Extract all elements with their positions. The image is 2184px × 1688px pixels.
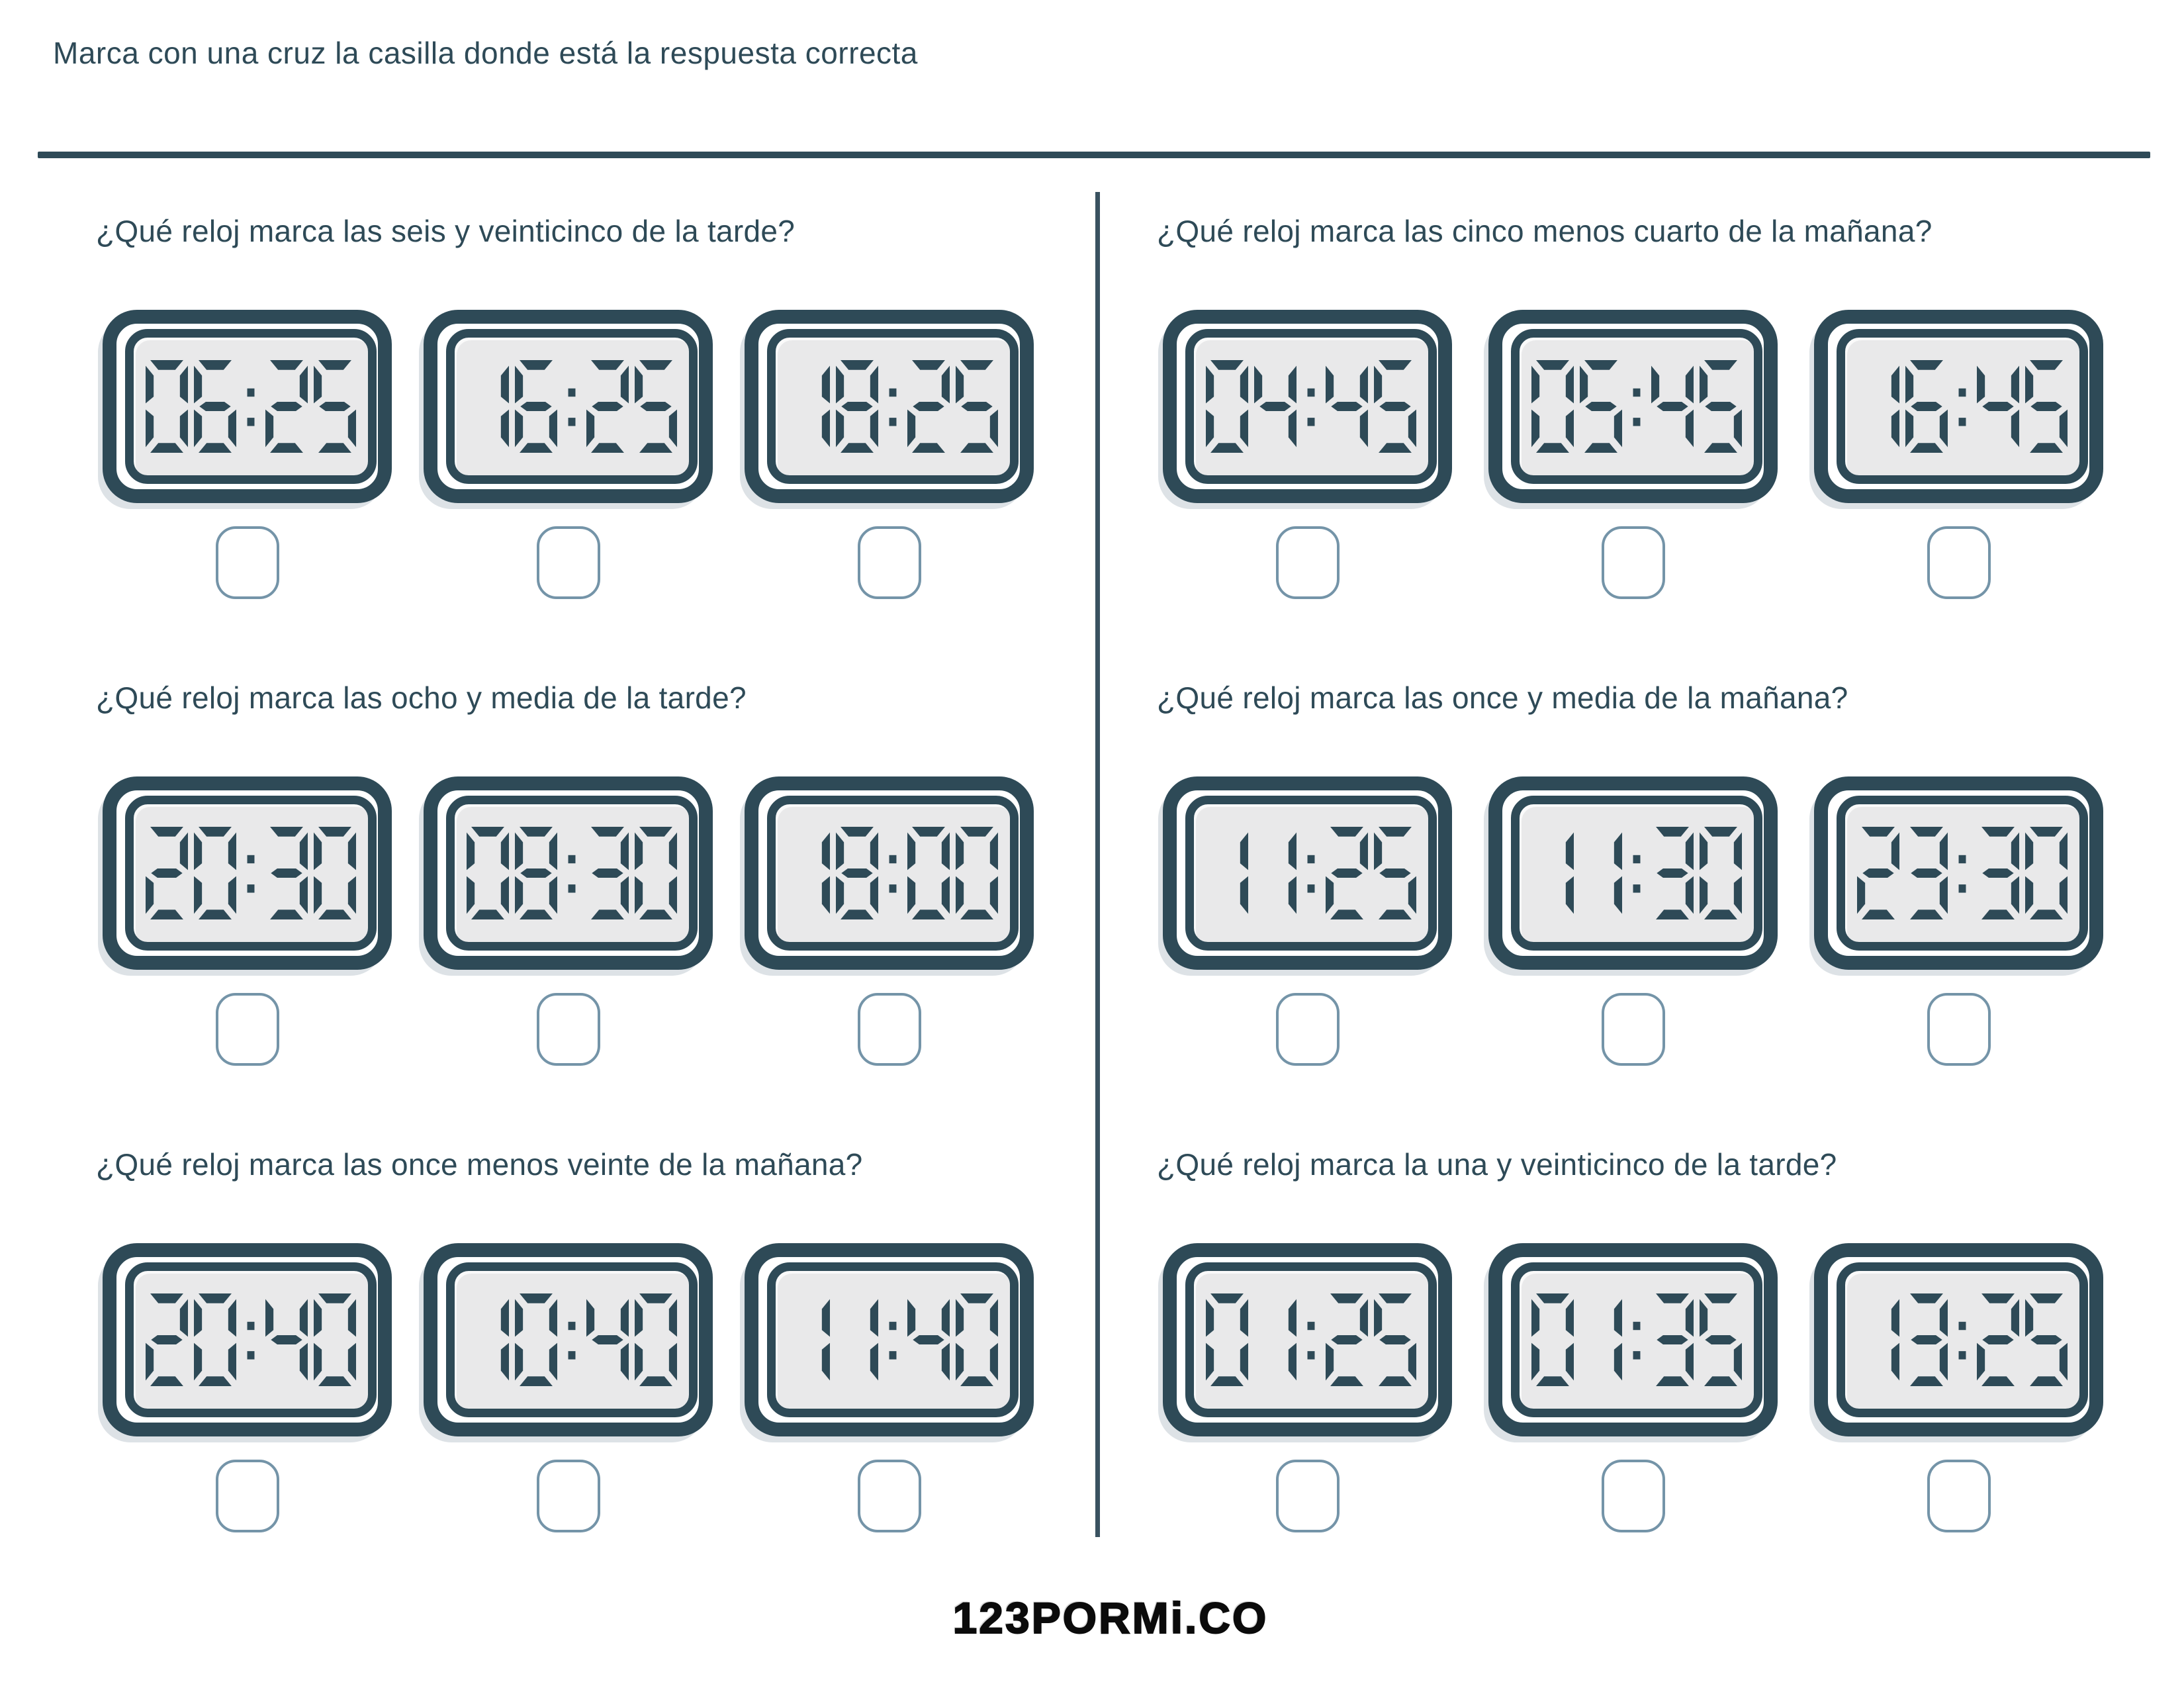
clock-row [96,776,1115,1066]
colon-separator [1302,360,1320,453]
answer-checkbox[interactable] [1276,993,1340,1066]
seven-segment-digit [314,827,356,919]
clock-screen [1185,1262,1437,1417]
answer-checkbox[interactable] [216,526,279,599]
clock-option [1163,310,1452,599]
seven-segment-digit [635,360,677,453]
seven-segment-digit [1254,1293,1297,1386]
seven-segment-digit [1857,827,1899,919]
question-text: ¿Qué reloj marca las ocho y media de la tarde? [96,680,747,715]
colon-separator [884,1293,901,1386]
seven-segment-digit [1374,1293,1416,1386]
colon-separator [884,360,901,453]
colon-separator [242,1293,259,1386]
digital-clock [103,310,392,503]
colon-separator [1302,1293,1320,1386]
seven-segment-digit [1374,360,1416,453]
clock-screen [767,1262,1019,1417]
clock-screen [125,1262,377,1417]
digital-clock [424,1243,713,1436]
brand-logo: 123PORMi.CO [952,1593,1269,1642]
seven-segment-digit [956,1293,998,1386]
question-block-4 [1157,677,2176,1066]
colon-separator [1954,827,1971,919]
seven-segment-digit [1531,1293,1574,1386]
clock-option [103,310,392,599]
question-block-1 [96,211,1115,599]
seven-segment-digit [1977,827,2019,919]
seven-segment-digit [586,827,629,919]
digital-clock [745,776,1034,970]
seven-segment-digit [194,827,236,919]
clock-screen [767,796,1019,951]
clock-row [96,310,1115,599]
seven-segment-digit [467,827,509,919]
seven-segment-digit [788,1293,830,1386]
colon-separator [1628,1293,1645,1386]
seven-segment-digit [194,1293,236,1386]
colon-separator [242,827,259,919]
clock-option [1488,1243,1778,1532]
digital-clock [1488,1243,1778,1436]
seven-segment-digit [1206,827,1248,919]
answer-checkbox[interactable] [1602,1460,1665,1532]
seven-segment-digit [836,827,878,919]
clock-option [103,1243,392,1532]
colon-separator [884,827,901,919]
seven-segment-digit [956,360,998,453]
digital-clock [1163,776,1452,970]
seven-segment-digit [1326,1293,1368,1386]
worksheet-title: Marca con una cruz la casilla donde está la respuesta correcta [53,36,918,70]
clock-option [424,310,713,599]
clock-option [745,310,1034,599]
seven-segment-digit [1651,1293,1694,1386]
digital-clock [1163,310,1452,503]
answer-checkbox[interactable] [216,993,279,1066]
clock-row [1157,776,2176,1066]
seven-segment-digit [1700,360,1742,453]
answer-checkbox[interactable] [858,1460,921,1532]
digital-clock [1814,776,2103,970]
colon-separator [1302,827,1320,919]
seven-segment-digit [1857,360,1899,453]
clock-option [103,776,392,1066]
answer-checkbox[interactable] [1602,993,1665,1066]
answer-checkbox[interactable] [537,526,600,599]
clock-screen [125,796,377,951]
seven-segment-digit [907,827,950,919]
seven-segment-digit [635,827,677,919]
question-block-5 [96,1144,1115,1532]
clock-option [1163,1243,1452,1532]
question-text: ¿Qué reloj marca las once menos veinte de la mañana? [96,1147,863,1182]
clock-screen [1185,796,1437,951]
seven-segment-digit [515,360,557,453]
seven-segment-digit [1857,1293,1899,1386]
clock-row [96,1243,1115,1532]
seven-segment-digit [836,1293,878,1386]
seven-segment-digit [1531,827,1574,919]
digital-clock [424,776,713,970]
clock-screen [1511,329,1762,484]
digital-clock [103,1243,392,1436]
seven-segment-digit [788,827,830,919]
digital-clock [103,776,392,970]
answer-checkbox[interactable] [1276,526,1340,599]
seven-segment-digit [788,360,830,453]
seven-segment-digit [146,360,188,453]
seven-segment-digit [1905,360,1948,453]
answer-checkbox[interactable] [858,993,921,1066]
answer-checkbox[interactable] [216,1460,279,1532]
seven-segment-digit [2025,1293,2068,1386]
answer-checkbox[interactable] [1276,1460,1340,1532]
clock-screen [1185,329,1437,484]
digital-clock [1814,310,2103,503]
seven-segment-digit [1700,1293,1742,1386]
clock-option [1814,1243,2103,1532]
answer-checkbox[interactable] [858,526,921,599]
seven-segment-digit [2025,360,2068,453]
seven-segment-digit [194,360,236,453]
digital-clock [1163,1243,1452,1436]
seven-segment-digit [1326,827,1368,919]
clock-screen [1837,329,2088,484]
question-text: ¿Qué reloj marca la una y veinticinco de la tarde? [1157,1147,1837,1182]
colon-separator [1954,360,1971,453]
digital-clock [745,310,1034,503]
clock-option [1814,776,2103,1066]
clock-option [424,1243,713,1532]
seven-segment-digit [467,360,509,453]
clock-option [1488,310,1778,599]
clock-screen [446,329,698,484]
digital-clock [1814,1243,2103,1436]
answer-checkbox[interactable] [1927,993,1991,1066]
clock-screen [125,329,377,484]
colon-separator [563,360,580,453]
question-text: ¿Qué reloj marca las cinco menos cuarto de la mañana? [1157,214,1933,248]
clock-screen [1511,1262,1762,1417]
seven-segment-digit [1531,360,1574,453]
seven-segment-digit [586,360,629,453]
seven-segment-digit [1206,1293,1248,1386]
clock-row [1157,310,2176,599]
digital-clock [745,1243,1034,1436]
seven-segment-digit [265,827,308,919]
seven-segment-digit [146,827,188,919]
clock-screen [446,1262,698,1417]
seven-segment-digit [1580,360,1622,453]
clock-option [745,1243,1034,1532]
colon-separator [1628,827,1645,919]
seven-segment-digit [467,1293,509,1386]
seven-segment-digit [1580,827,1622,919]
seven-segment-digit [1206,360,1248,453]
horizontal-rule [38,152,2150,158]
seven-segment-digit [265,1293,308,1386]
seven-segment-digit [635,1293,677,1386]
clock-screen [767,329,1019,484]
seven-segment-digit [1254,827,1297,919]
seven-segment-digit [515,827,557,919]
digital-clock [424,310,713,503]
digital-clock [1488,776,1778,970]
seven-segment-digit [1905,1293,1948,1386]
colon-separator [563,1293,580,1386]
seven-segment-digit [1254,360,1297,453]
seven-segment-digit [515,1293,557,1386]
digital-clock [1488,310,1778,503]
seven-segment-digit [907,360,950,453]
clock-screen [1837,796,2088,951]
clock-option [424,776,713,1066]
clock-option [1488,776,1778,1066]
question-block-3 [96,677,1115,1066]
clock-screen [1837,1262,2088,1417]
seven-segment-digit [1374,827,1416,919]
seven-segment-digit [586,1293,629,1386]
seven-segment-digit [1977,360,2019,453]
seven-segment-digit [836,360,878,453]
question-block-2 [1157,211,2176,599]
seven-segment-digit [314,1293,356,1386]
seven-segment-digit [907,1293,950,1386]
clock-option [1163,776,1452,1066]
seven-segment-digit [265,360,308,453]
colon-separator [242,360,259,453]
seven-segment-digit [2025,827,2068,919]
seven-segment-digit [1651,827,1694,919]
colon-separator [563,827,580,919]
colon-separator [1628,360,1645,453]
seven-segment-digit [314,360,356,453]
clock-screen [1511,796,1762,951]
question-block-6 [1157,1144,2176,1532]
seven-segment-digit [1580,1293,1622,1386]
question-text: ¿Qué reloj marca las once y media de la mañana? [1157,680,1848,715]
answer-checkbox[interactable] [537,1460,600,1532]
seven-segment-digit [1905,827,1948,919]
answer-checkbox[interactable] [1927,1460,1991,1532]
clock-row [1157,1243,2176,1532]
clock-option [1814,310,2103,599]
seven-segment-digit [1977,1293,2019,1386]
answer-checkbox[interactable] [1927,526,1991,599]
answer-checkbox[interactable] [1602,526,1665,599]
clock-screen [446,796,698,951]
seven-segment-digit [1651,360,1694,453]
seven-segment-digit [956,827,998,919]
question-text: ¿Qué reloj marca las seis y veinticinco de la tarde? [96,214,796,248]
seven-segment-digit [146,1293,188,1386]
seven-segment-digit [1326,360,1368,453]
seven-segment-digit [1700,827,1742,919]
colon-separator [1954,1293,1971,1386]
answer-checkbox[interactable] [537,993,600,1066]
clock-option [745,776,1034,1066]
